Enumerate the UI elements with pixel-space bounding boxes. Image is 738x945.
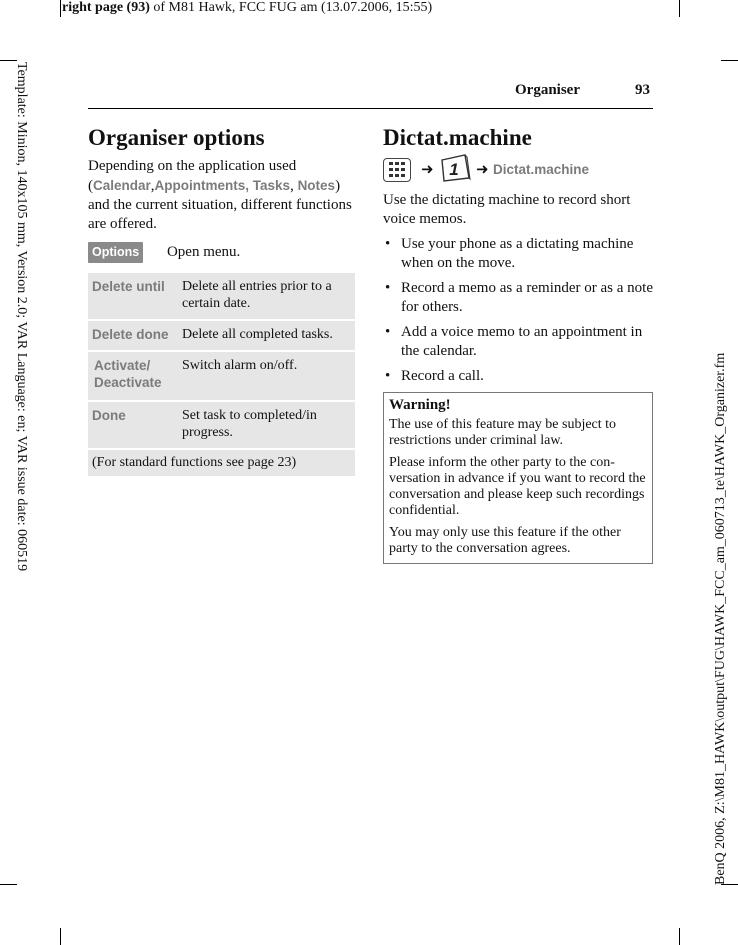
option-description: Delete all completed tasks. — [178, 321, 355, 350]
dictat-intro: Use the dictating machine to record short voice memos. — [383, 192, 631, 227]
warning-paragraph: Please inform the other party to the con-versation in advance if you want to record the conversation and please keep such recordings confidential. — [389, 455, 646, 518]
left-column — [88, 124, 356, 478]
list-item-text: Add a voice memo to an appointment in the calendar. — [401, 324, 643, 359]
warning-box — [383, 392, 653, 564]
list-item: • Record a memo as a reminder or as a note for others. — [385, 280, 653, 315]
running-head — [88, 82, 653, 109]
crop-mark — [60, 928, 61, 945]
intro-text: Depending on the application used ( — [88, 158, 297, 194]
warning-paragraph: You may only use this feature if the other party to the conversation agrees. — [389, 525, 621, 556]
crop-mark — [60, 0, 61, 17]
print-info-rest: of M81 Hawk, FCC FUG am (13.07.2006, 15:55) — [149, 0, 433, 15]
arrow-right-icon: ➜ — [421, 160, 434, 178]
warning-paragraph: The use of this feature may be subject to restrictions under criminal law. — [389, 417, 617, 448]
table-footer-row — [88, 450, 355, 476]
page-number: 93 — [635, 82, 650, 98]
table-row — [88, 273, 355, 319]
list-item: • Add a voice memo to an appointment in the calendar. — [385, 324, 643, 359]
crop-mark — [0, 884, 17, 885]
navigation-path — [383, 158, 653, 186]
menu-grid-icon — [383, 158, 411, 182]
feature-list — [383, 235, 653, 386]
option-description: Switch alarm on/off. — [178, 352, 355, 400]
crop-mark — [679, 0, 680, 17]
option-name: Done — [88, 402, 178, 448]
softkey-row — [88, 242, 356, 263]
list-item-text: Record a call. — [401, 368, 484, 384]
intro-paragraph: Depending on the application used (Calendar,Appointments, Tasks, Notes) and the current situation, different functions are offered. — [88, 158, 352, 232]
table-row — [88, 321, 355, 350]
table-footnote: (For standard functions see page 23) — [88, 450, 355, 476]
table-row — [88, 352, 355, 400]
list-item: • Record a call. — [385, 368, 484, 384]
key-1-icon — [439, 154, 471, 182]
app-notes: Notes — [297, 178, 336, 193]
list-item-text: Use your phone as a dictating machine when on the move. — [401, 236, 634, 271]
arrow-right-icon: ➜ — [476, 160, 489, 178]
warning-title: Warning! — [389, 397, 451, 413]
crop-mark — [0, 60, 17, 61]
right-column — [383, 124, 653, 392]
option-description: Delete all entries prior to a certain date. — [178, 273, 355, 319]
key-digit: 1 — [449, 160, 459, 179]
crop-mark — [679, 928, 680, 945]
list-item: • Use your phone as a dictating machine when on the move. — [385, 236, 634, 271]
section-name: Organiser — [515, 82, 580, 98]
intro-text-end: ) and the current situation, different functions are offered. — [88, 178, 352, 232]
option-description: Set task to completed/in progress. — [178, 402, 355, 448]
table-row — [88, 402, 355, 448]
file-path-info — [712, 240, 732, 885]
file-path-text: BenQ 2006, Z:\M81_HAWK\output\FUG\HAWK_FCC_am_060713_te\HAWK_Organizer.fm — [713, 352, 728, 885]
app-appointments-tasks: Appointments, Tasks — [154, 178, 291, 193]
softkey-description: Open menu. — [166, 244, 241, 260]
option-name: Activate/ Deactivate — [88, 352, 178, 400]
template-info — [12, 62, 32, 662]
options-softkey[interactable]: Options — [88, 242, 143, 263]
app-calendar: Calendar — [93, 178, 151, 193]
option-name: Delete done — [88, 321, 178, 350]
section-title-organiser-options: Organiser options — [88, 125, 265, 150]
crop-mark — [721, 60, 738, 61]
list-item-text: Record a memo as a reminder or as a note for others. — [401, 280, 653, 315]
section-title-dictat-machine: Dictat.machine — [383, 125, 532, 150]
print-info-page: right page (93) — [62, 0, 150, 15]
nav-target-dictat-machine[interactable]: Dictat.machine — [493, 162, 590, 177]
option-name: Delete until — [88, 273, 178, 319]
print-info — [62, 0, 432, 16]
options-table — [88, 271, 355, 478]
template-info-text: Template: Minion, 140x105 mm, Version 2.0; VAR Language: en; VAR issue date: 060519 — [14, 62, 29, 572]
